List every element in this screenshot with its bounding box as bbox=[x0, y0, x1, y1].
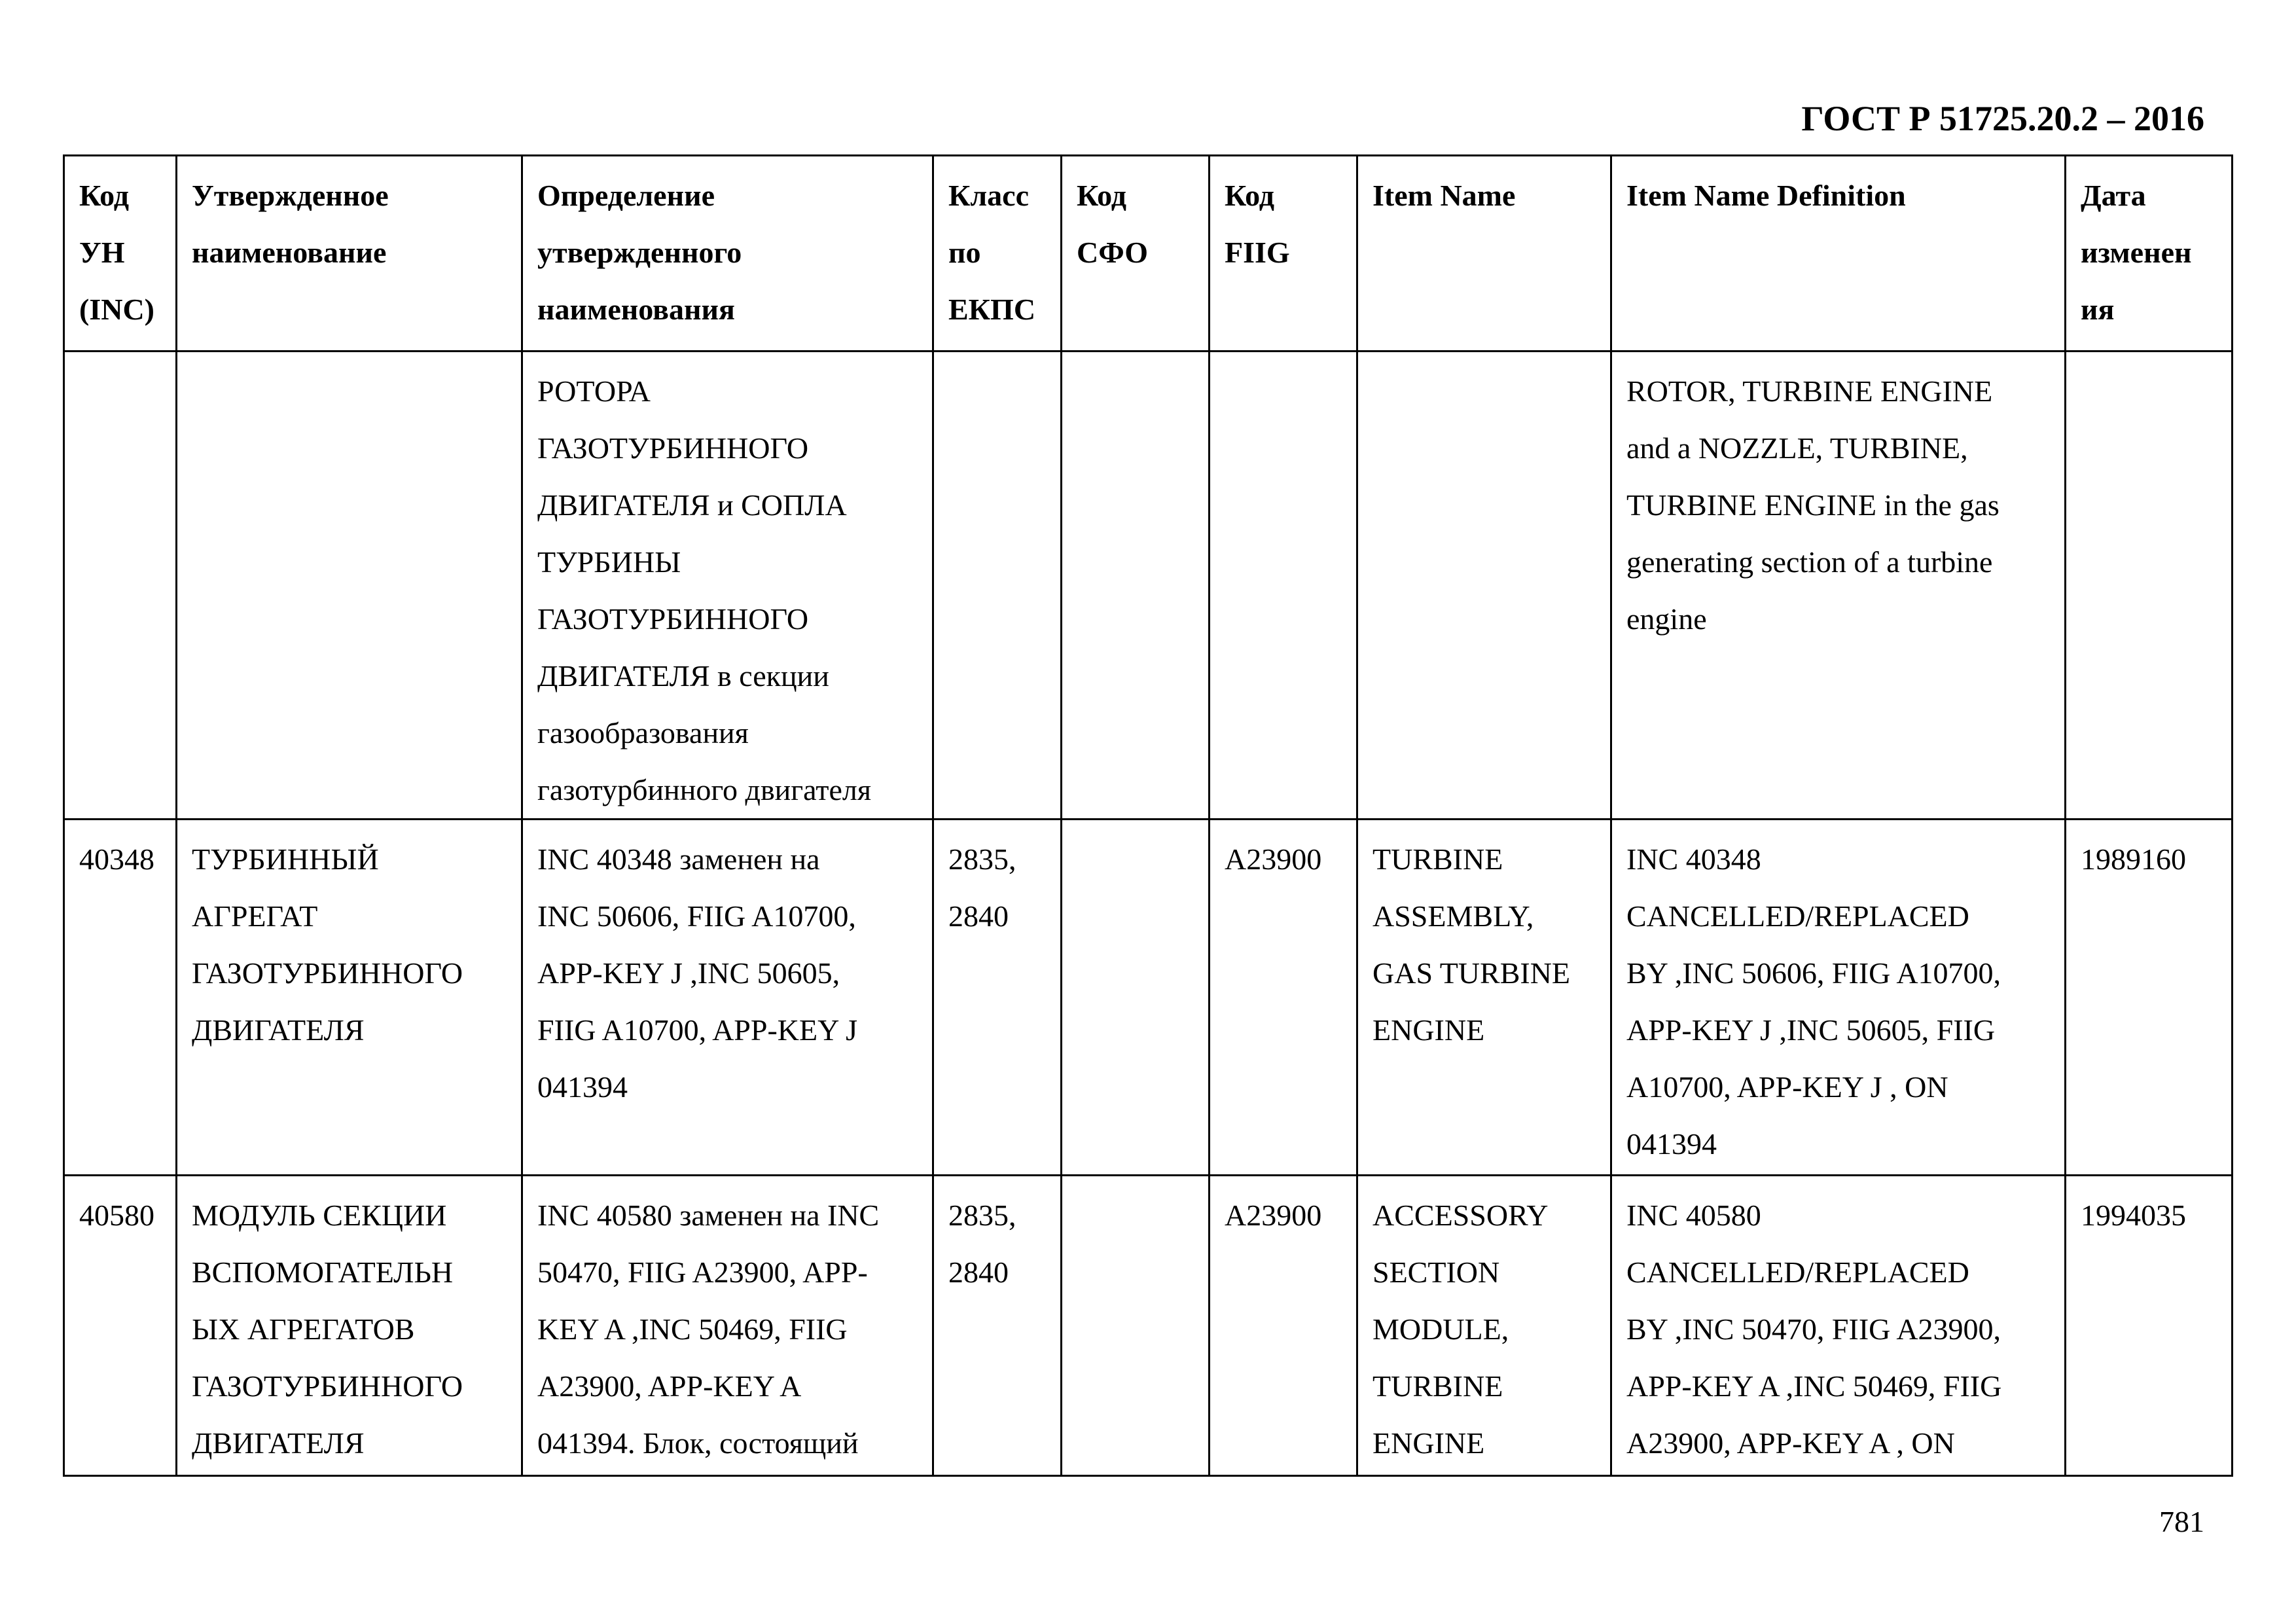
cell-text-line: INC 40348 заменен на bbox=[537, 842, 820, 876]
cell-inc bbox=[64, 1176, 177, 1476]
cell-text-line: изменен bbox=[2081, 236, 2192, 269]
cell-text-line: INC 50606, FIIG A10700, bbox=[537, 899, 856, 933]
cell-text-line: наименование bbox=[192, 236, 387, 269]
cell-change-date bbox=[2066, 1176, 2233, 1476]
cell-text-line: A23900 bbox=[1225, 842, 1322, 876]
header-ekps-class bbox=[933, 156, 1062, 352]
cell-text-line: ГАЗОТУРБИННОГО bbox=[192, 1369, 463, 1403]
cell-text-line: ДВИГАТЕЛЯ bbox=[192, 1426, 365, 1460]
cell-text-line: INC 40580 bbox=[1626, 1199, 1761, 1232]
cell-text-line: APP-KEY J ,INC 50605, bbox=[537, 956, 840, 990]
cell-text-line: ROTOR, TURBINE ENGINE bbox=[1626, 374, 1993, 408]
cell-text-line: ГАЗОТУРБИННОГО bbox=[537, 602, 809, 636]
cell-sfo-code bbox=[1062, 1176, 1210, 1476]
cell-text-line: Класс bbox=[948, 179, 1029, 212]
cell-text-line: Код bbox=[1225, 179, 1275, 212]
header-sfo-code bbox=[1062, 156, 1210, 352]
cell-text-line: наименования bbox=[537, 293, 735, 326]
cell-item-name bbox=[1357, 820, 1611, 1176]
cell-approved-name bbox=[177, 352, 522, 820]
cell-text-line: APP-KEY A ,INC 50469, FIIG bbox=[1626, 1369, 2002, 1403]
cell-approved-name bbox=[177, 820, 522, 1176]
cell-item-name-definition bbox=[1611, 1176, 2066, 1476]
cell-text-line: ЫХ АГРЕГАТОВ bbox=[192, 1312, 415, 1346]
header-approved-name bbox=[177, 156, 522, 352]
header-item-name-definition bbox=[1611, 156, 2066, 352]
cell-text-line: Утвержденное bbox=[192, 179, 389, 212]
cell-text-line: ЕКПС bbox=[948, 293, 1036, 326]
cell-text-line: Код bbox=[1077, 179, 1127, 212]
cell-fiig-code bbox=[1210, 1176, 1357, 1476]
cell-text-line: ENGINE bbox=[1372, 1013, 1485, 1047]
cell-text-line: Дата bbox=[2081, 179, 2146, 212]
cell-text-line: по bbox=[948, 236, 981, 269]
table-row bbox=[64, 352, 2233, 820]
cell-sfo-code bbox=[1062, 820, 1210, 1176]
cell-text-line: and a NOZZLE, TURBINE, bbox=[1626, 431, 1968, 465]
cell-text-line: 2840 bbox=[948, 899, 1009, 933]
document-header: ГОСТ Р 51725.20.2 – 2016 bbox=[1801, 99, 2204, 138]
cell-text-line: ДВИГАТЕЛЯ bbox=[192, 1013, 365, 1047]
cell-text-line: engine bbox=[1626, 602, 1707, 636]
page-number: 781 bbox=[2159, 1505, 2204, 1538]
cell-text-line: TURBINE bbox=[1372, 842, 1503, 876]
cell-inc bbox=[64, 820, 177, 1176]
cell-text-line: INC 40580 заменен на INC bbox=[537, 1199, 880, 1232]
cell-item-name bbox=[1357, 1176, 1611, 1476]
cell-text-line: 50470, FIIG A23900, APP- bbox=[537, 1255, 868, 1289]
cell-text-line: УН bbox=[79, 236, 125, 269]
cell-text-line: SECTION bbox=[1372, 1255, 1500, 1289]
cell-text-line: 2840 bbox=[948, 1255, 1009, 1289]
cell-text-line: ГАЗОТУРБИННОГО bbox=[192, 956, 463, 990]
cell-text-line: ENGINE bbox=[1372, 1426, 1485, 1460]
header-change-date bbox=[2066, 156, 2233, 352]
cell-change-date bbox=[2066, 820, 2233, 1176]
cell-text-line: Item Name bbox=[1372, 179, 1516, 212]
table-header-row bbox=[64, 156, 2233, 352]
header-fiig-code bbox=[1210, 156, 1357, 352]
cell-text-line: газотурбинного двигателя bbox=[537, 773, 872, 806]
cell-text-line: TURBINE bbox=[1372, 1369, 1503, 1403]
table-row bbox=[64, 820, 2233, 1176]
cell-text-line: 041394 bbox=[1626, 1127, 1717, 1161]
cell-text-line: 1989160 bbox=[2081, 842, 2186, 876]
cell-text-line: ия bbox=[2081, 293, 2115, 326]
cell-item-name-definition bbox=[1611, 352, 2066, 820]
cell-text-line: Item Name Definition bbox=[1626, 179, 1906, 212]
cell-text-line: INC 40348 bbox=[1626, 842, 1761, 876]
cell-text-line: A23900 bbox=[1225, 1199, 1322, 1232]
cell-text-line: утвержденного bbox=[537, 236, 742, 269]
cell-text-line: A10700, APP-KEY J , ON bbox=[1626, 1070, 1948, 1104]
cell-ekps-class bbox=[933, 352, 1062, 820]
cell-text-line: 041394. Блок, состоящий bbox=[537, 1426, 859, 1460]
cell-text-line: ГАЗОТУРБИННОГО bbox=[537, 431, 809, 465]
cell-text-line: A23900, APP-KEY A bbox=[537, 1369, 802, 1403]
cell-item-name-definition bbox=[1611, 820, 2066, 1176]
cell-text-line: Код bbox=[79, 179, 130, 212]
cell-fiig-code bbox=[1210, 352, 1357, 820]
cell-sfo-code bbox=[1062, 352, 1210, 820]
cell-text-line: ВСПОМОГАТЕЛЬН bbox=[192, 1255, 454, 1289]
cell-text-line: TURBINE ENGINE in the gas bbox=[1626, 488, 2000, 522]
cell-text-line: APP-KEY J ,INC 50605, FIIG bbox=[1626, 1013, 1996, 1047]
cell-ekps-class bbox=[933, 820, 1062, 1176]
cell-text-line: РОТОРА bbox=[537, 374, 651, 408]
cell-text-line: generating section of a turbine bbox=[1626, 545, 1993, 579]
cell-text-line: BY ,INC 50470, FIIG A23900, bbox=[1626, 1312, 2001, 1346]
cell-text-line: 1994035 bbox=[2081, 1199, 2186, 1232]
header-inc bbox=[64, 156, 177, 352]
cell-text-line: 40348 bbox=[79, 842, 154, 876]
cell-text-line: АГРЕГАТ bbox=[192, 899, 318, 933]
header-approved-name-definition bbox=[522, 156, 933, 352]
cell-definition bbox=[522, 820, 933, 1176]
cell-text-line: A23900, APP-KEY A , ON bbox=[1626, 1426, 1955, 1460]
cell-text-line: KEY A ,INC 50469, FIIG bbox=[537, 1312, 848, 1346]
cell-text-line: FIIG A10700, APP-KEY J bbox=[537, 1013, 858, 1047]
table-row bbox=[64, 1176, 2233, 1476]
cell-text-line: (INC) bbox=[79, 293, 154, 326]
cell-text-line: MODULE, bbox=[1372, 1312, 1509, 1346]
cell-ekps-class bbox=[933, 1176, 1062, 1476]
cell-text-line: 041394 bbox=[537, 1070, 628, 1104]
cell-text-line: FIIG bbox=[1225, 236, 1290, 269]
cell-text-line: GAS TURBINE bbox=[1372, 956, 1571, 990]
cell-approved-name bbox=[177, 1176, 522, 1476]
cell-text-line: Определение bbox=[537, 179, 715, 212]
cell-fiig-code bbox=[1210, 820, 1357, 1176]
cell-text-line: CANCELLED/REPLACED bbox=[1626, 1255, 1969, 1289]
cell-text-line: 40580 bbox=[79, 1199, 154, 1232]
cell-text-line: ACCESSORY bbox=[1372, 1199, 1549, 1232]
cell-text-line: газообразования bbox=[537, 716, 749, 749]
cell-text-line: BY ,INC 50606, FIIG A10700, bbox=[1626, 956, 2001, 990]
cell-text-line: СФО bbox=[1077, 236, 1149, 269]
cell-definition bbox=[522, 1176, 933, 1476]
cell-text-line: CANCELLED/REPLACED bbox=[1626, 899, 1969, 933]
cell-text-line: МОДУЛЬ СЕКЦИИ bbox=[192, 1199, 447, 1232]
cell-text-line: ДВИГАТЕЛЯ и СОПЛА bbox=[537, 488, 847, 522]
cell-text-line: ТУРБИНЫ bbox=[537, 545, 681, 579]
header-item-name bbox=[1357, 156, 1611, 352]
cell-definition bbox=[522, 352, 933, 820]
cell-item-name bbox=[1357, 352, 1611, 820]
cell-text-line: ТУРБИННЫЙ bbox=[192, 842, 379, 876]
cell-text-line: ДВИГАТЕЛЯ в секции bbox=[537, 659, 829, 693]
cell-inc bbox=[64, 352, 177, 820]
classification-table bbox=[63, 154, 2233, 1477]
cell-text-line: 2835, bbox=[948, 1199, 1016, 1232]
cell-change-date bbox=[2066, 352, 2233, 820]
cell-text-line: ASSEMBLY, bbox=[1372, 899, 1534, 933]
cell-text-line: 2835, bbox=[948, 842, 1016, 876]
